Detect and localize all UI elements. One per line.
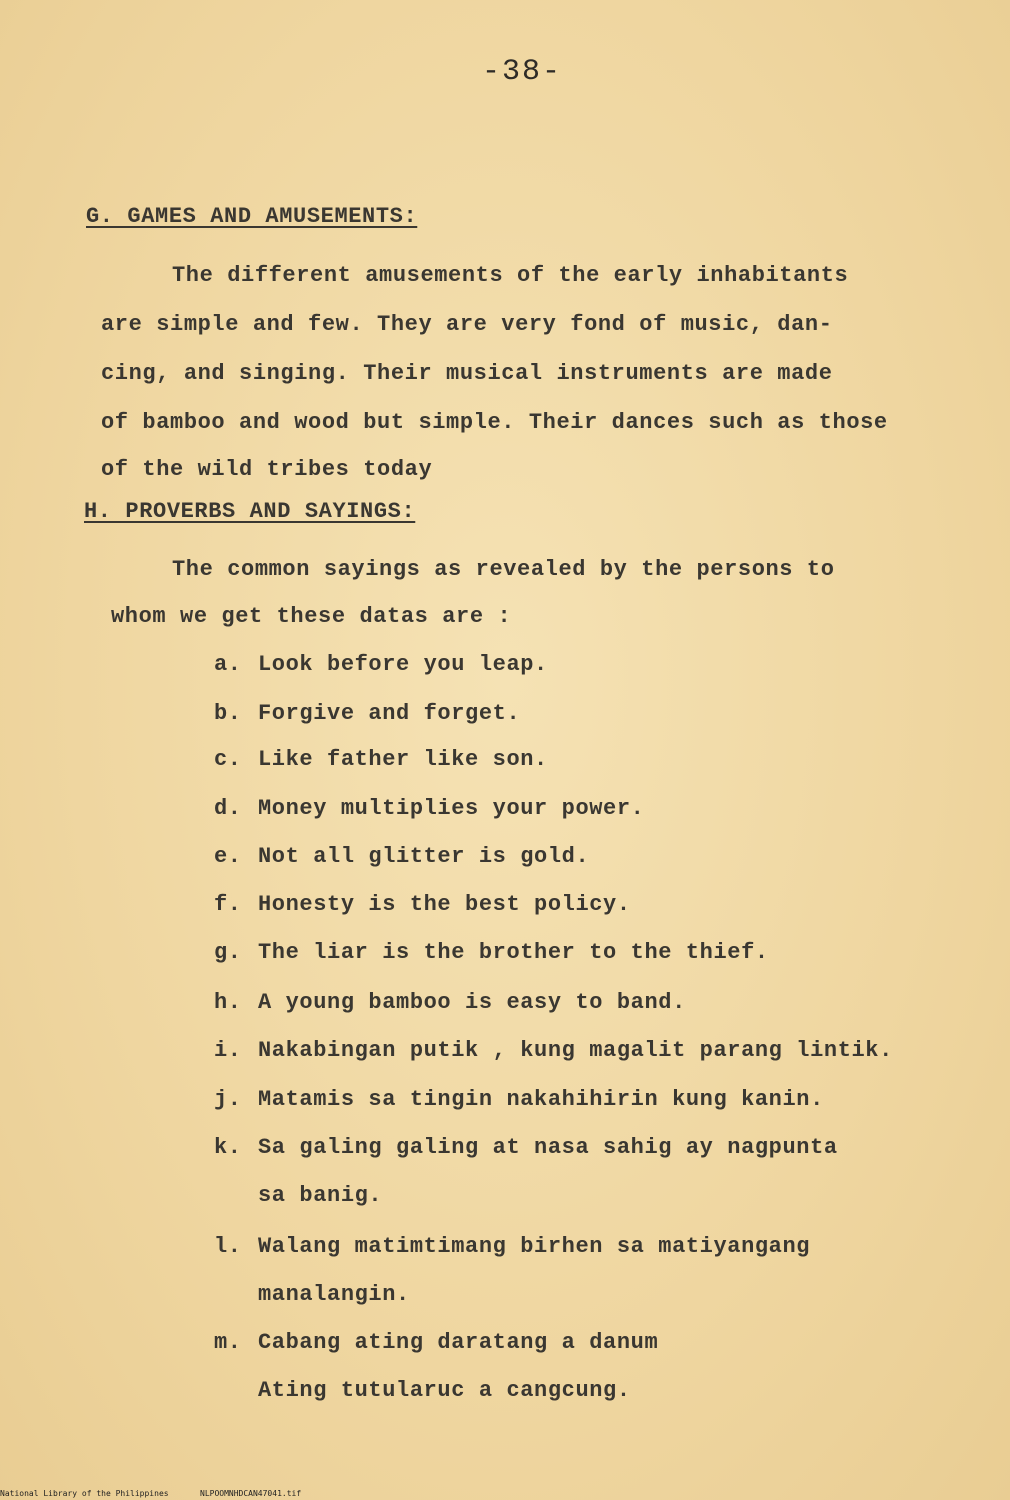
section-g-heading: G. GAMES AND AMUSEMENTS: [86,204,418,229]
list-item [214,1038,893,1063]
list-item-text: Honesty is the best policy. [258,892,631,917]
list-item [214,990,686,1015]
list-item [214,747,548,772]
list-item-text: Cabang ating daratang a danum [258,1330,659,1355]
section-g-line: The different amusements of the early inhabitants [172,263,849,288]
list-item-text: Nakabingan putik , kung magalit parang lintik. [258,1038,893,1063]
section-h-heading: H. PROVERBS AND SAYINGS: [84,499,416,524]
list-marker: i. [214,1038,242,1063]
list-item [214,892,631,917]
section-g-line: of the wild tribes today [101,457,433,482]
list-item [214,940,769,965]
page-number: -38- [482,55,563,89]
footer-library: National Library of the Philippines [0,1489,169,1498]
list-item-text: Like father like son. [258,747,548,772]
list-item-text: Sa galing galing at nasa sahig ay nagpunta [258,1135,838,1160]
list-item [214,844,589,869]
list-item-continuation: sa banig. [258,1183,383,1208]
list-marker: e. [214,844,242,869]
list-item-text: Walang matimtimang birhen sa matiyangang [258,1234,811,1259]
list-item [214,1330,658,1355]
list-item [214,1135,838,1160]
list-marker: b. [214,701,242,726]
list-item [214,652,548,677]
list-item-text: Look before you leap. [258,652,548,677]
list-item-text: Not all glitter is gold. [258,844,590,869]
list-item-text: The liar is the brother to the thief. [258,940,769,965]
list-marker: d. [214,796,242,821]
list-item [214,1234,810,1259]
list-marker: l. [214,1234,242,1259]
section-h-intro-line: whom we get these datas are : [111,604,512,629]
section-g-line: are simple and few. They are very fond of music, dan- [101,312,833,337]
list-marker: c. [214,747,242,772]
list-item-text: Money multiplies your power. [258,796,645,821]
list-item [214,1087,824,1112]
list-marker: g. [214,940,242,965]
list-marker: h. [214,990,242,1015]
list-item [214,701,520,726]
list-marker: k. [214,1135,242,1160]
list-marker: j. [214,1087,242,1112]
list-marker: m. [214,1330,242,1355]
list-item-text: Forgive and forget. [258,701,521,726]
section-g-line: cing, and singing. Their musical instruments are made [101,361,833,386]
footer-filename: NLPOOMNHDCAN47041.tif [200,1489,302,1498]
list-marker: f. [214,892,242,917]
list-marker: a. [214,652,242,677]
list-item-text: Matamis sa tingin nakahihirin kung kanin. [258,1087,824,1112]
section-g-line: of bamboo and wood but simple. Their dances such as those [101,410,888,435]
list-item-continuation: manalangin. [258,1282,410,1307]
list-item [214,796,644,821]
section-h-intro-line: The common sayings as revealed by the persons to [172,557,835,582]
list-item-continuation: Ating tutularuc a cangcung. [258,1378,631,1403]
list-item-text: A young bamboo is easy to band. [258,990,686,1015]
